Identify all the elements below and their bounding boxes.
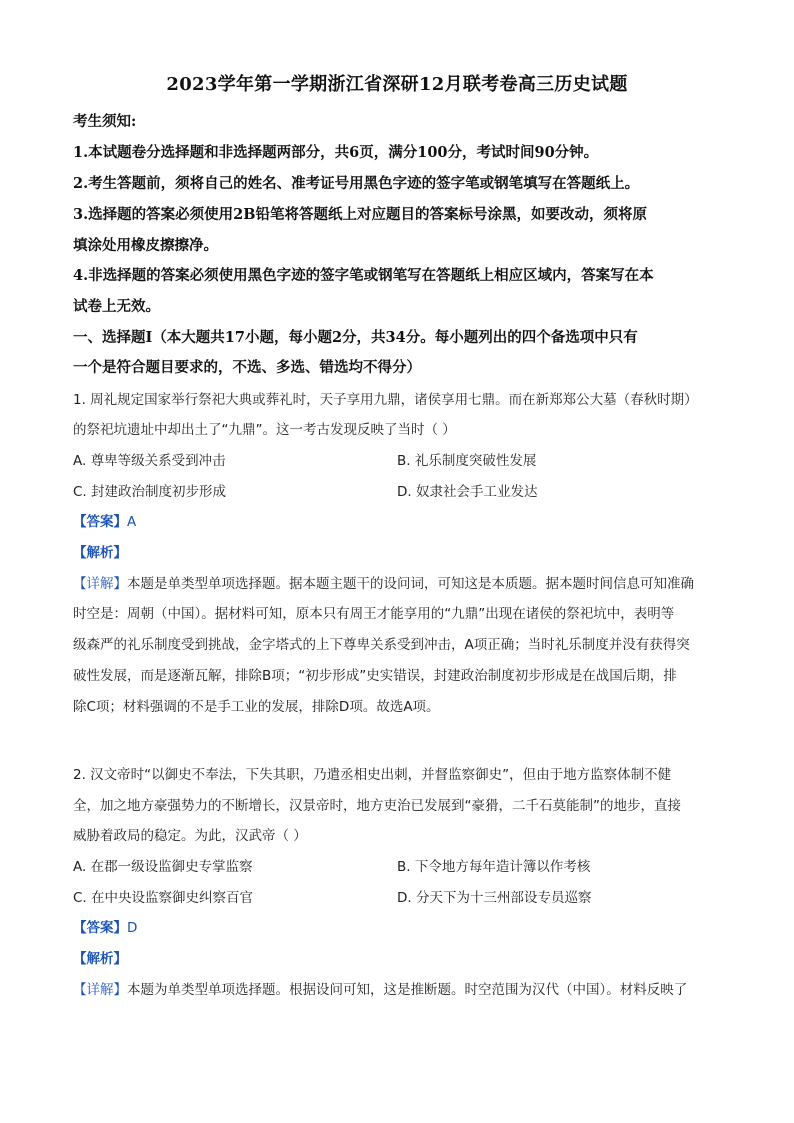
q2-answer-label: 【答案】 bbox=[73, 920, 127, 936]
q1-answer bbox=[73, 512, 136, 532]
q2-stem-line-3: 威胁着政局的稳定。为此，汉武帝（ ） bbox=[73, 828, 307, 844]
q1-detail-label: 【详解】 bbox=[73, 576, 127, 592]
q1-option-d: D. 奴隶社会手工业发达 bbox=[397, 484, 538, 500]
notice-heading: 考生须知: bbox=[73, 113, 137, 130]
q1-analysis-label-text: 【解析】 bbox=[73, 545, 127, 561]
q1-analysis-label bbox=[73, 543, 127, 563]
q1-stem-line-1: 1. 周礼规定国家举行祭祀大典或葬礼时，天子享用九鼎，诸侯享用七鼎。而在新郑郑公大墓（春秋时期） bbox=[73, 392, 698, 408]
notice-item-4-cont: 试卷上无效。 bbox=[73, 298, 160, 315]
q1-option-a: A. 尊卑等级关系受到冲击 bbox=[73, 453, 226, 469]
section-heading-line-1: 一、选择题Ⅰ（本大题共17小题，每小题2分，共34分。每小题列出的四个备选项中只有 bbox=[73, 329, 638, 346]
q2-stem-line-1: 2. 汉文帝时“以御史不奉法，下失其职，乃遣丞相史出刺，并督监察御史”，但由于地方监察体制不健 bbox=[73, 767, 672, 783]
q2-stem-line-2: 全，加之地方豪强势力的不断增长，汉景帝时，地方吏治已发展到“豪猾，二千石莫能制”的地步，直接 bbox=[73, 798, 681, 814]
q2-detail-line-1 bbox=[73, 980, 687, 1000]
notice-item-1: 1.本试题卷分选择题和非选择题两部分，共6页，满分100分，考试时间90分钟。 bbox=[73, 144, 599, 161]
q1-detail-line-4: 破性发展，而是逐渐瓦解，排除B项；“初步形成”史实错误，封建政治制度初步形成是在战国后期，排 bbox=[73, 668, 677, 684]
q1-option-c: C. 封建政治制度初步形成 bbox=[73, 484, 227, 500]
section-heading-line-2: 一个是符合题目要求的，不选、多选、错选均不得分） bbox=[73, 359, 421, 376]
q1-answer-value: A bbox=[127, 514, 137, 530]
q1-detail-line-5: 除C项；材料强调的不是手工业的发展，排除D项。故选A项。 bbox=[73, 699, 440, 715]
q1-option-b: B. 礼乐制度突破性发展 bbox=[397, 453, 537, 469]
q2-answer bbox=[73, 918, 137, 938]
q2-option-a: A. 在郡一级设监御史专掌监察 bbox=[73, 859, 253, 875]
q2-option-b: B. 下令地方每年造计簿以作考核 bbox=[397, 859, 591, 875]
notice-item-4: 4.非选择题的答案必须使用黑色字迹的签字笔或钢笔写在答题纸上相应区域内，答案写在本 bbox=[73, 267, 654, 284]
q2-analysis-label-text: 【解析】 bbox=[73, 951, 127, 967]
notice-item-3: 3.选择题的答案必须使用2B铅笔将答题纸上对应题目的答案标号涂黑，如要改动，须将原 bbox=[73, 206, 647, 223]
q1-detail-line-3: 级森严的礼乐制度受到挑战，金字塔式的上下尊卑关系受到冲击，A项正确；当时礼乐制度并没有获得突 bbox=[73, 637, 690, 653]
q2-detail-text-1: 本题为单类型单项选择题。根据设问可知，这是推断题。时空范围为汉代（中国）。材料反映了 bbox=[127, 982, 688, 998]
q1-detail-line-2: 时空是：周朝（中国）。据材料可知，原本只有周王才能享用的“九鼎”出现在诸侯的祭祀坑中，表明等 bbox=[73, 606, 675, 622]
notice-item-3-cont: 填涂处用橡皮擦擦净。 bbox=[73, 237, 218, 254]
notice-item-2: 2.考生答题前，须将自己的姓名、准考证号用黑色字迹的签字笔或钢笔填写在答题纸上。 bbox=[73, 175, 640, 192]
q1-detail-line-1 bbox=[73, 574, 694, 594]
q2-answer-value: D bbox=[127, 920, 138, 936]
q2-analysis-label bbox=[73, 949, 127, 969]
q2-option-d: D. 分天下为十三州部设专员巡察 bbox=[397, 890, 592, 906]
q2-option-c: C. 在中央设监察御史纠察百官 bbox=[73, 890, 254, 906]
q1-detail-text-1: 本题是单类型单项选择题。据本题主题干的设问词，可知这是本质题。据本题时间信息可知准确 bbox=[127, 576, 694, 592]
page-title: 2023学年第一学期浙江省深研12月联考卷高三历史试题 bbox=[166, 74, 628, 95]
q1-answer-label: 【答案】 bbox=[73, 514, 127, 530]
q2-detail-label: 【详解】 bbox=[73, 982, 127, 998]
q1-stem-line-2: 的祭祀坑遗址中却出土了“九鼎”。这一考古发现反映了当时（ ） bbox=[73, 422, 456, 438]
